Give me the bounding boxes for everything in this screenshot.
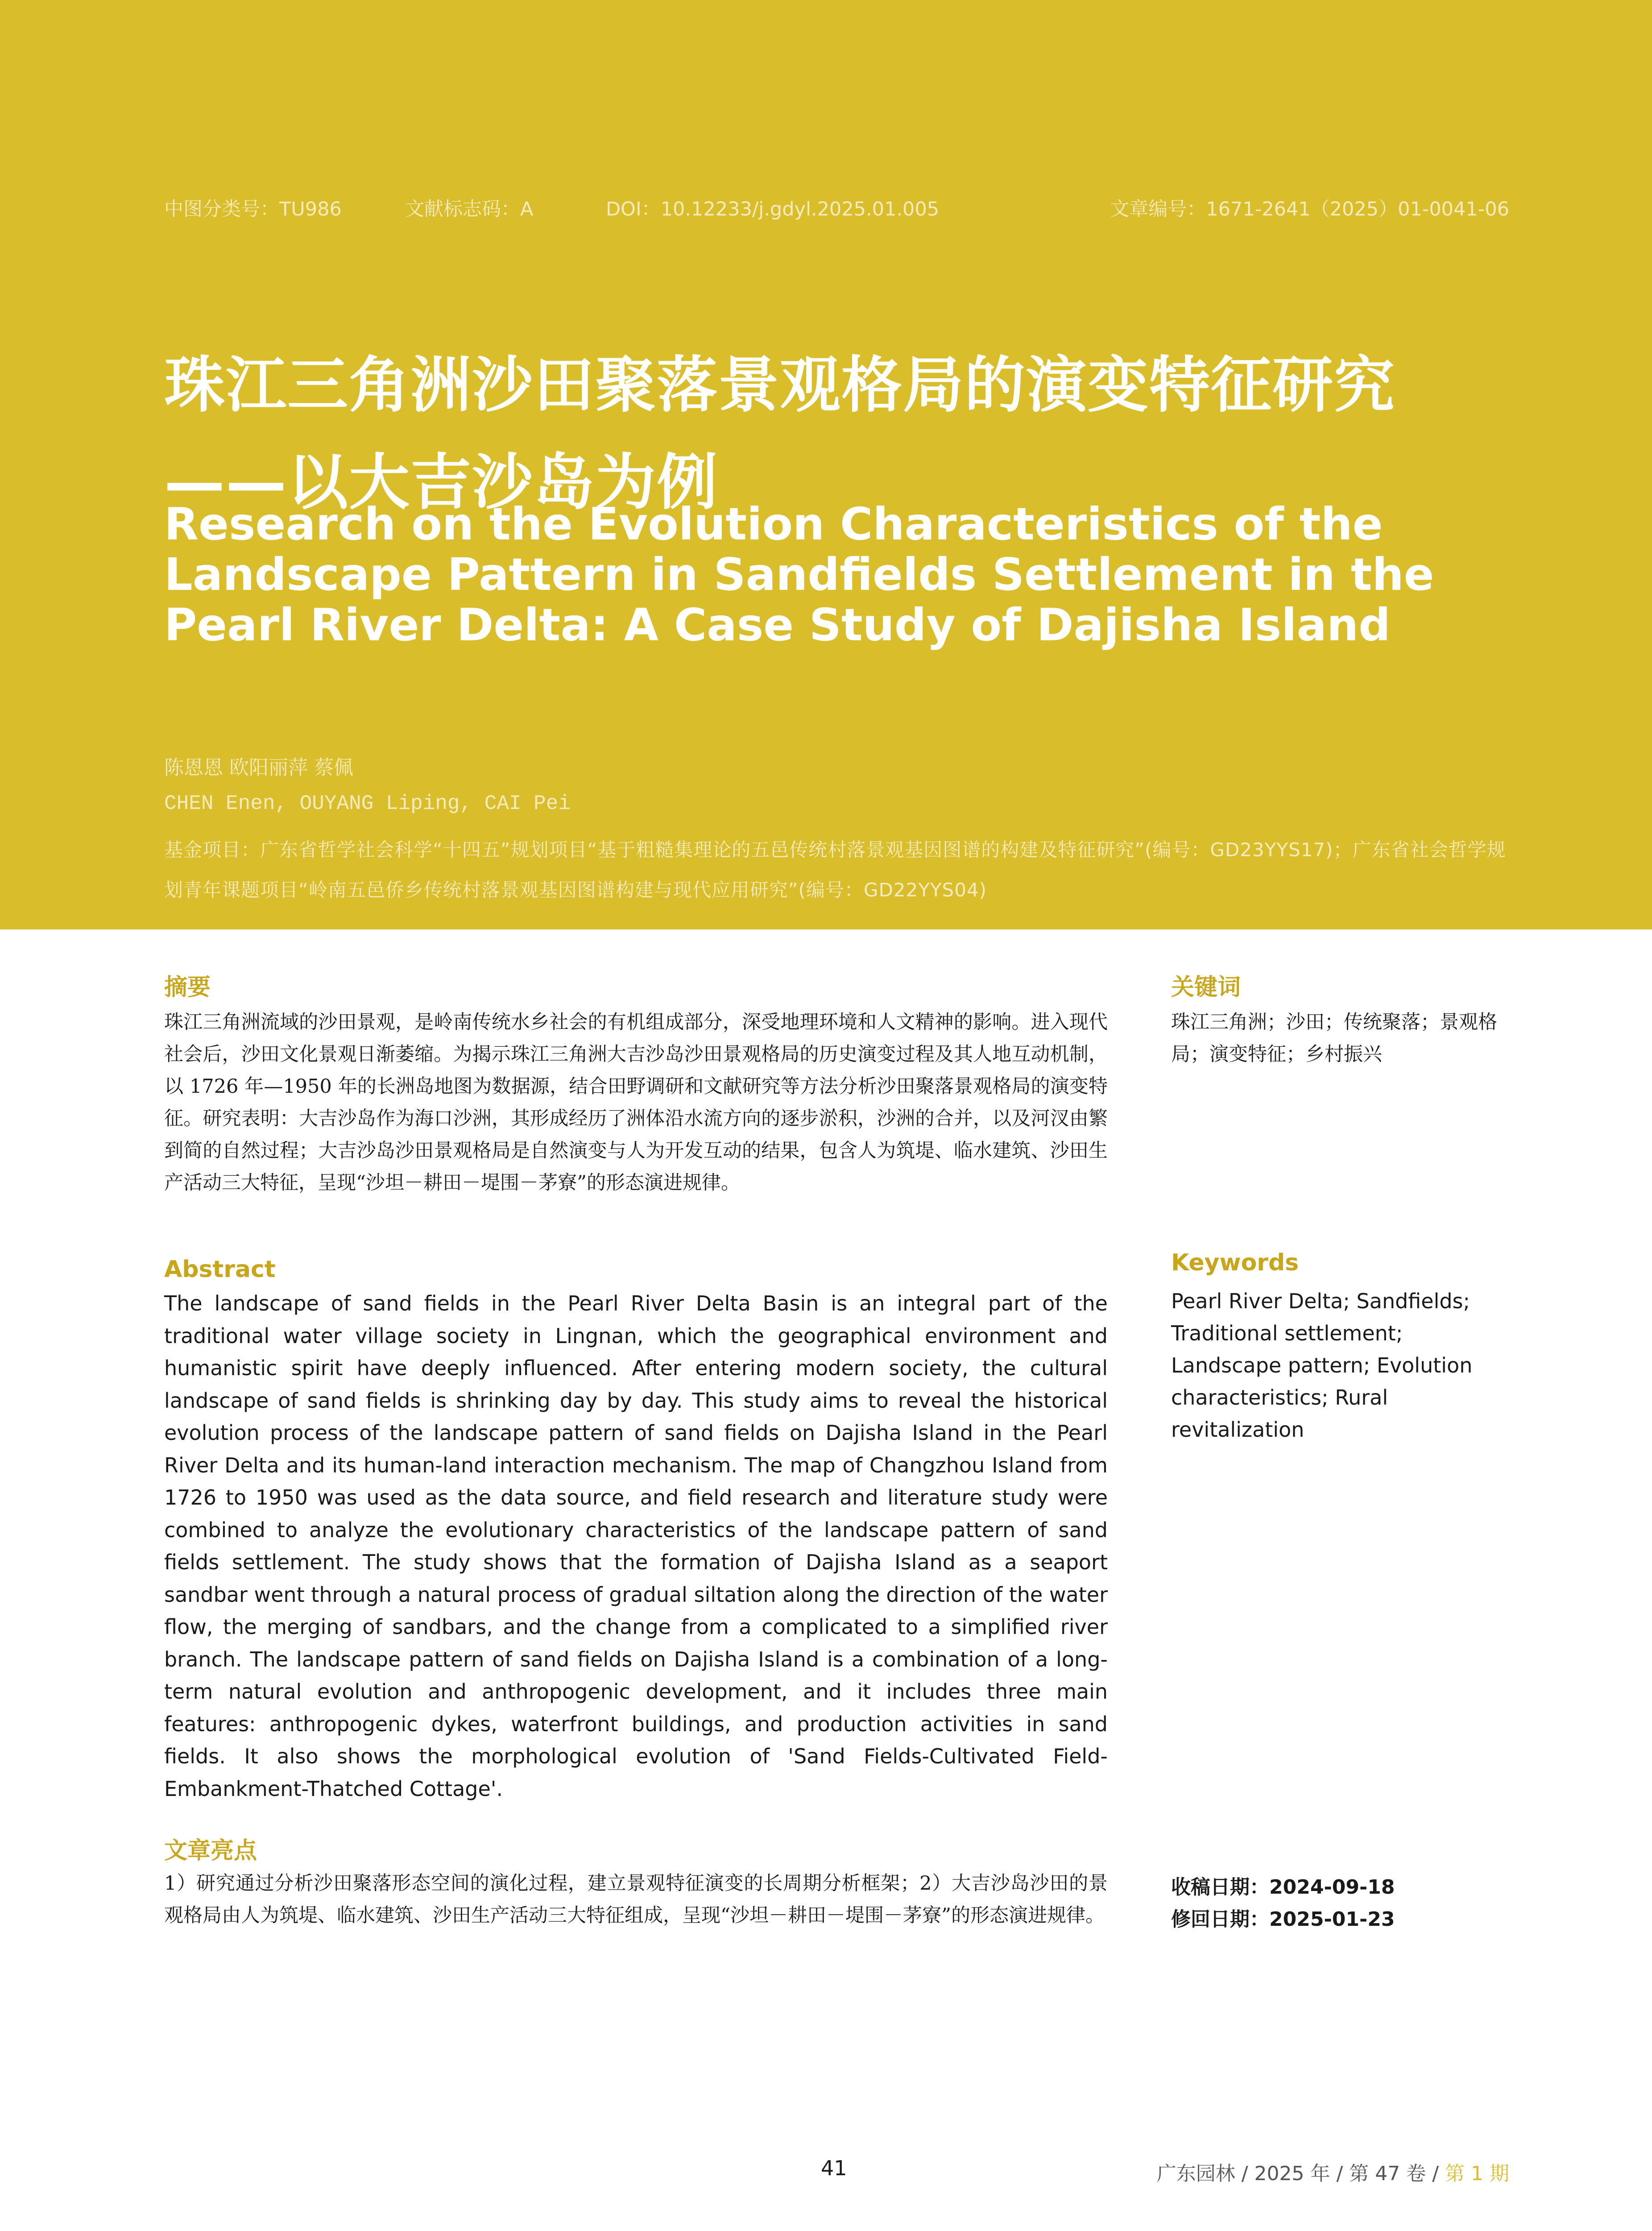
abstract-en-heading: Abstract xyxy=(164,1256,276,1283)
received-date: 收稿日期：2024-09-18 xyxy=(1171,1876,1395,1899)
issue-number: 第 1 期 xyxy=(1445,2162,1509,2185)
page-number: 41 xyxy=(821,2156,847,2180)
revised-date: 修回日期：2025-01-23 xyxy=(1171,1908,1395,1931)
clc-number: 中图分类号：TU986 xyxy=(164,198,342,220)
highlights-heading: 文章亮点 xyxy=(164,1837,257,1864)
title-chinese: 珠江三角洲沙田聚落景观格局的演变特征研究——以大吉沙岛为例 xyxy=(164,350,1395,518)
keywords-cn-text: 珠江三角洲；沙田；传统聚落；景观格局；演变特征；乡村振兴 xyxy=(1171,1011,1497,1066)
journal-footer xyxy=(1157,2157,1509,2186)
abstract-en-text: The landscape of sand fields in the Pearl River Delta Basin is an integral part of the traditional water village society in Lingnan, which the geographical environment and humanistic spirit have deeply influenced. After entering modern society, the cultural landscape of sand fields is shrinking day by day. This study aims to reveal the historical evolution process of the landscape pattern of sand fields on Dajisha Island in the Pearl River Delta and its human-land interaction mechanism. The map of Changzhou Island from 1726 to 1950 was used as the data source, and field research and literature study were combined to analyze the evolutionary characteristics of the landscape pattern of sand fields settlement. The study shows that the formation of Dajisha Island as a seaport sandbar went through a natural process of gradual siltation along the direction of the water flow, the merging of sandbars, and the change from a complicated to a simplified river branch. The landscape pattern of sand fields on Dajisha Island is a combination of a long-term natural evolution and anthropogenic development, and it includes three main features: anthropogenic dykes, waterfront buildings, and production activities in sand fields. It also shows the morphological evolution of 'Sand Fields-Cultivated Field-Embankment-Thatched Cottage'. xyxy=(164,1291,1108,1801)
article-number: 文章编号：1671-2641（2025）01-0041-06 xyxy=(1110,198,1509,220)
fund-statement: 基金项目：广东省哲学社会科学“十四五”规划项目“基于粗糙集理论的五邑传统村落景观基因图谱的构建及特征研究”(编号：GD23YYS17)；广东省社会哲学规划青年课题项目“岭南五邑侨乡传统村落景观基因图谱构建与现代应用研究”(编号：GD22YYS04) xyxy=(164,839,1506,901)
abstract-cn-text: 珠江三角洲流域的沙田景观，是岭南传统水乡社会的有机组成部分，深受地理环境和人文精神的影响。进入现代社会后，沙田文化景观日渐萎缩。为揭示珠江三角洲大吉沙岛沙田景观格局的历史演变过程及其人地互动机制，以 1726 年—1950 年的长洲岛地图为数据源，结合田野调研和文献研究等方法分析沙田聚落景观格局的演变特征。研究表明：大吉沙岛作为海口沙洲，其形成经历了洲体沿水流方向的逐步淤积，沙洲的合并，以及河汊由繁到简的自然过程；大吉沙岛沙田景观格局是自然演变与人为开发互动的结果，包含人为筑堤、临水建筑、沙田生产活动三大特征，呈现“沙坦－耕田－堤围－茅寮”的形态演进规律。 xyxy=(164,1011,1108,1194)
doi: DOI：10.12233/j.gdyl.2025.01.005 xyxy=(606,198,940,220)
journal-info: 广东园林 / 2025 年 / 第 47 卷 / xyxy=(1156,2162,1445,2185)
highlights-text: 1）研究通过分析沙田聚落形态空间的演化过程，建立景观特征演变的长周期分析框架；2）大吉沙岛沙田的景观格局由人为筑堤、临水建筑、沙田生产活动三大特征组成，呈现“沙坦－耕田－堤围－茅寮”的形态演进规律。 xyxy=(164,1872,1108,1927)
keywords-en-text: Pearl River Delta; Sandfields; Traditional settlement; Landscape pattern; Evolution characteristics; Rural revitalization xyxy=(1171,1289,1473,1442)
keywords-en-heading: Keywords xyxy=(1171,1249,1299,1276)
document-code: 文献标志码：A xyxy=(405,198,534,220)
authors-chinese: 陈恩恩 欧阳丽萍 蔡佩 xyxy=(164,756,353,779)
publication-meta-line xyxy=(164,194,1509,221)
authors-english: CHEN Enen, OUYANG Liping, CAI Pei xyxy=(164,792,571,815)
keywords-cn-heading: 关键词 xyxy=(1171,974,1241,1001)
title-english: Research on the Evolution Characteristics of the Landscape Pattern in Sandfields Settlement in the Pearl River Delta: A Case Study of Dajisha Island xyxy=(164,498,1434,651)
abstract-cn-heading: 摘要 xyxy=(164,974,211,1001)
